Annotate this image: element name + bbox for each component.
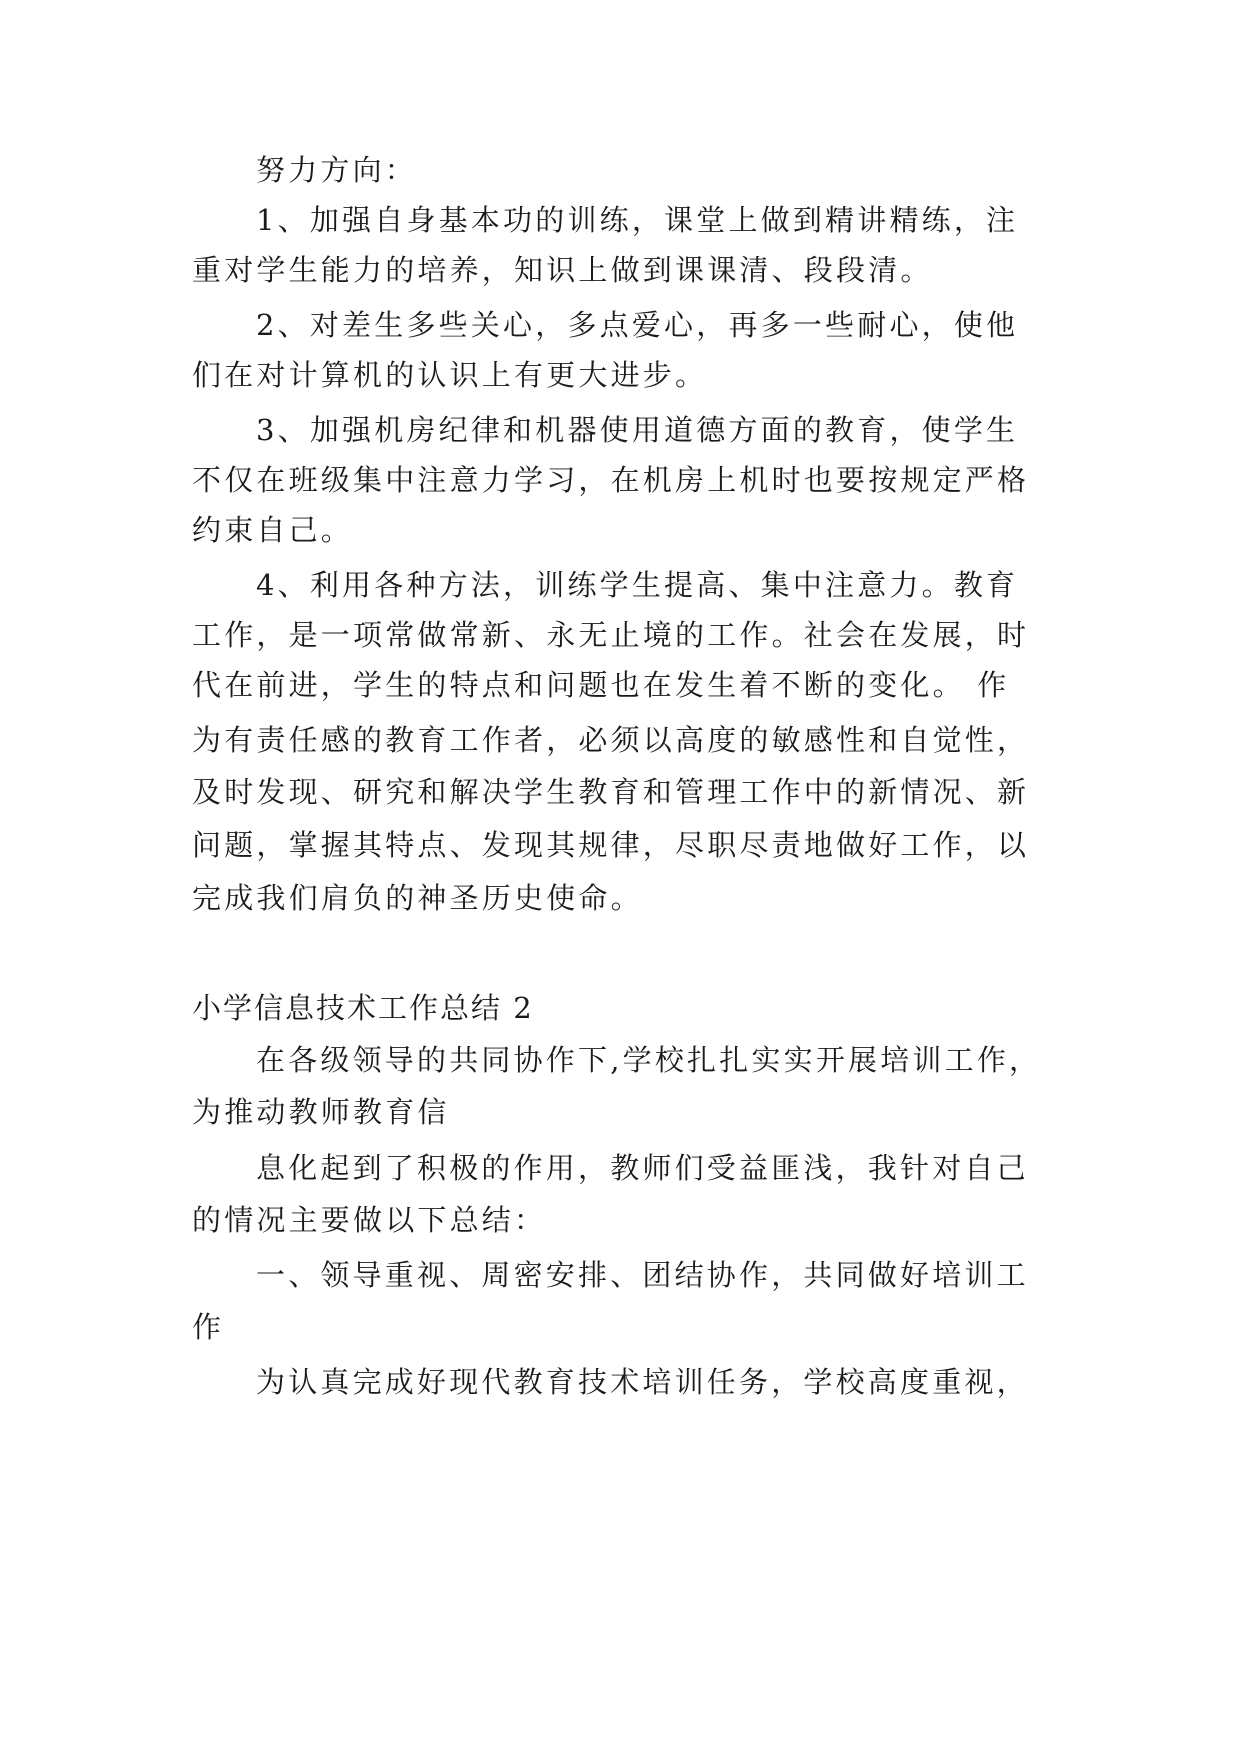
paragraph-line: 的情况主要做以下总结： — [192, 1203, 547, 1237]
paragraph-line: 为有责任感的教育工作者，必须以高度的敏感性和自觉性， — [192, 723, 1030, 757]
paragraph-line: 不仅在班级集中注意力学习，在机房上机时也要按规定严格 — [192, 463, 1030, 497]
paragraph-line: 们在对计算机的认识上有更大进步。 — [192, 358, 708, 392]
paragraph-line: 3、加强机房纪律和机器使用道德方面的教育，使学生 — [256, 413, 1019, 447]
section-heading: 努力方向： — [256, 153, 418, 187]
paragraph-line: 4、利用各种方法，训练学生提高、集中注意力。教育 — [256, 568, 1019, 602]
paragraph-line: 约束自己。 — [192, 513, 354, 547]
paragraph-line: 为认真完成好现代教育技术培训任务，学校高度重视， — [256, 1365, 1029, 1399]
paragraph-line: 代在前进，学生的特点和问题也在发生着不断的变化。 作 — [192, 668, 1010, 702]
paragraph-line: 一、领导重视、周密安排、团结协作，共同做好培训工 — [256, 1258, 1029, 1292]
paragraph-line: 2、对差生多些关心，多点爱心，再多一些耐心，使他 — [256, 308, 1019, 342]
paragraph-line: 重对学生能力的培养，知识上做到课课清、段段清。 — [192, 253, 933, 287]
paragraph-line: 及时发现、研究和解决学生教育和管理工作中的新情况、新 — [192, 775, 1030, 809]
paragraph-line: 完成我们肩负的神圣历史使命。 — [192, 881, 643, 915]
paragraph-line: 在各级领导的共同协作下,学校扎扎实实开展培训工作， — [256, 1043, 1042, 1077]
paragraph-line: 问题，掌握其特点、发现其规律，尽职尽责地做好工作，以 — [192, 828, 1030, 862]
paragraph-line: 息化起到了积极的作用，教师们受益匪浅，我针对自己 — [256, 1151, 1029, 1185]
section-title: 小学信息技术工作总结 2 — [192, 991, 534, 1025]
paragraph-line: 1、加强自身基本功的训练，课堂上做到精讲精练，注 — [256, 203, 1019, 237]
paragraph-line: 为推动教师教育信 — [192, 1095, 450, 1129]
paragraph-line: 工作，是一项常做常新、永无止境的工作。社会在发展，时 — [192, 618, 1030, 652]
paragraph-line: 作 — [192, 1310, 225, 1344]
